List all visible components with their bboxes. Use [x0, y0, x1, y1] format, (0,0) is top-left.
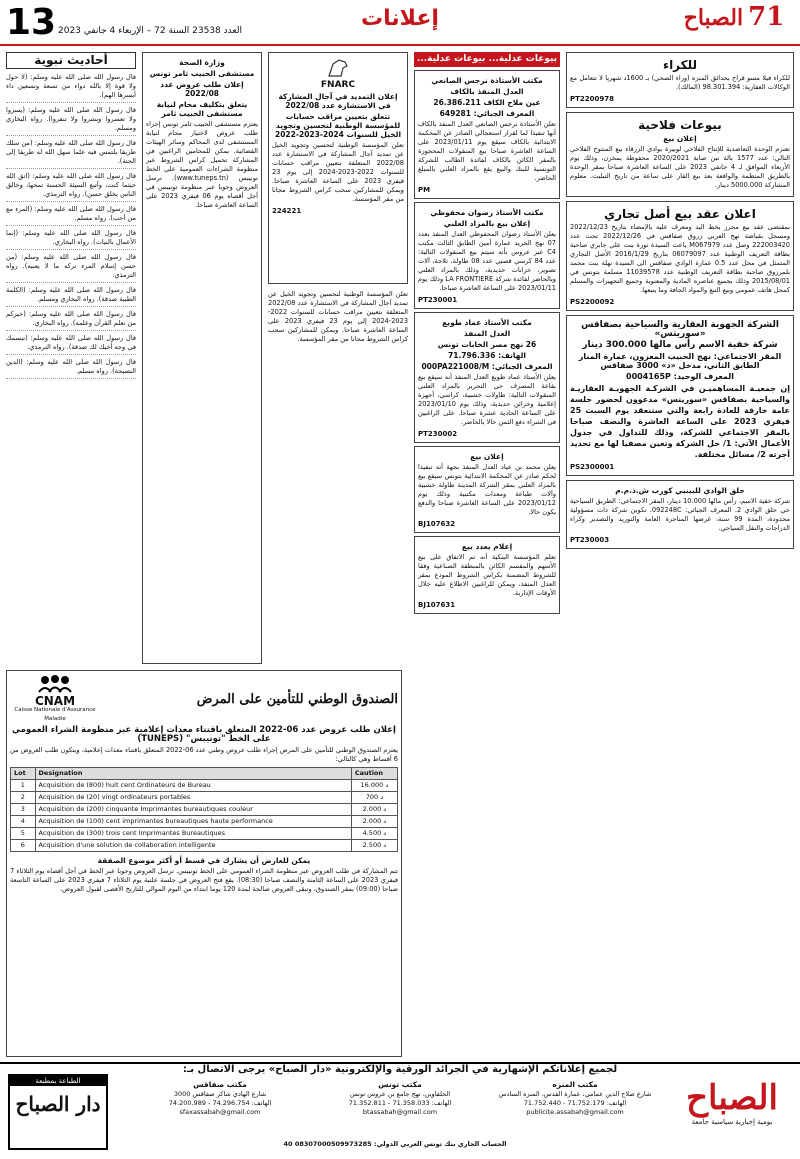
hadith-item: قال رسول الله صلى الله عليه وسلم: (الكلمة الطيبة صدقة). رواه البخاري ومسلم.	[6, 286, 136, 307]
ad-rent	[566, 52, 794, 108]
health-text: يعتزم مستشفى الحبيب ثامر تونس إجراء طلب عروض لاختيار محام لنيابة المستشفى لدى المحاكم وسائر الهيئات القضائية. يمكن للمحامين الراغبين في المشاركة تحميل كراس الشروط عبر منظومة الشراءات العمومية على الخط تونيبس (www.tuneps.tn). ترسل العروض وجوبا عبر منظومة تونيبس في أجل أقصاه يوم 06 فيفري 2023 على الساعة العاشرة صباحا.	[146, 120, 258, 209]
bailiff-3	[414, 312, 560, 443]
table-cell: 2.000 د	[351, 816, 397, 828]
logo-number: 71	[748, 2, 785, 32]
table-cell: 6	[11, 840, 36, 852]
bailiff-2-ref: PT230001	[418, 296, 458, 304]
bailiff-2-name: مكتب الأستاذ رضوان محفوظي	[430, 208, 544, 217]
cnam-logo-text: CNAM	[34, 694, 76, 708]
office-tunis	[315, 1080, 485, 1117]
hadith-item: قال رسول الله صلى الله عليه وسلم: (لا حول ولا قوة إلا بالله دواء من تسعة وتسعين داء أيسرها الهم).	[6, 73, 136, 103]
hadith-item: قال رسول الله صلى الله عليه وسلم: (اتق الله حيثما كنت، وأتبع السيئة الحسنة تمحها، وخالق الناس بخلق حسن). رواه الترمذي.	[6, 172, 136, 202]
bailiff-4	[414, 446, 560, 533]
company-ref: PS2300001	[570, 463, 615, 471]
table-cell: Acquisition de (800) huit cent Ordinateurs de Bureau	[35, 780, 351, 792]
health-title: إعلان طلب عروض عدد 2022/08	[160, 80, 244, 98]
office-tunis-address: الحلفاوين، نهج جامع بن عروس تونس	[349, 1090, 451, 1098]
bailiff-2-text: يعلن الأستاذ رضوان المحفوظي العدل المنفذ بعدد 07 نهج الجريد عمارة أمين الطابق الثالث مكتب C4 عبر عروس بأنه سيتم بيع المنقولات التالية: عدد 84 كرسي قصبي عدد 08 طاولة، ثلاجة، آلات تصوير، خزانات حديدية، وذلك بالمزاد العلني وبالحاضر لفائدة شركة LA FRONTIERE وذلك يوم 2023/01/11 على الساعة العاشرة صباحا.	[418, 230, 556, 292]
bailiff-4-name: إعلان بيع	[470, 452, 504, 461]
office-tunis-phone: الهاتف: 71.358.033 - 71.352.811	[348, 1099, 452, 1107]
ad-agri	[566, 112, 794, 197]
health-subtitle: يتعلق بتكليف محام لنيابة مستشفى الحبيب ثامر	[156, 100, 248, 118]
bailiff-3-phone: الهاتف: 71.796.336	[448, 351, 526, 360]
bailiff-5-text: تعلم المؤسسة البنكية أنه تم الاتفاق على بيع الأسهم والمقسم الكائن بالمنطقة الصناعية وفقا للشروط المضمنة بكراس الشروط المودع بمقر العدل المنفذ، ويمكن للراغبين الاطلاع عليه خلال الأوقات الإدارية.	[418, 553, 556, 597]
table-cell: 700 د	[351, 792, 397, 804]
office-menzah-email[interactable]: publicite.assabah@gmail.com	[526, 1108, 624, 1116]
cnam-title: إعلان طلب عروض عدد 06-2022 المتعلق باقتناء معدات إعلامية عبر منظومة الشراء العمومي على الخط "تونيبس" (TUNEPS)	[12, 725, 396, 744]
ad-sarl	[566, 480, 794, 549]
column-judicial	[414, 52, 560, 1057]
sarl-ref: PT230003	[570, 536, 610, 544]
bailiff-1-ref: PM	[418, 186, 431, 194]
cnam-logo	[10, 674, 100, 724]
bailiff-3-address: 26 نهج مصر الخابات تونس	[437, 340, 537, 349]
fnarc-ref: 224221	[272, 207, 302, 215]
ad-tender-title: اعلان عقد بيع أصل تجاري	[604, 207, 756, 221]
health-ministry: وزارة الصحة	[179, 58, 225, 67]
office-sfax-email[interactable]: sfaxassabah@gmail.com	[179, 1108, 261, 1116]
table-row	[11, 816, 398, 828]
cnam-table-body	[11, 780, 398, 852]
cnam-table-header	[11, 768, 398, 780]
cnam-intro: يعتزم الصندوق الوطني للتأمين على المرض إجراء طلب عروض وطني عدد 06-2022 المتعلق باقتناء معدات إعلامية، ويتكون طلب العروض من 6 أقساط وهي كالتالي:	[10, 746, 398, 763]
printer-badge	[8, 1074, 108, 1150]
table-cell: 2.500 د	[351, 840, 397, 852]
table-row	[11, 780, 398, 792]
ad-agri-text: تعتزم الوحدة التعاضدية للإنتاج الفلاحي لوبيرة بوادي الزرقاء بيع المنتوج الفلاحي التالي: عدد 1577 بالة تبن صابة 2020/2021 محفوظة بمخزن، وذلك يوم الأربعاء الموافق لـ 4 جانفي 2023 على الساعة العاشرة صباحا بمقر الوحدة بالطريق المنظمة والواقعة بعد بيع القار على ساعة من تاريخ التبليت. معلوم المشاركة 5000.000 دينار.	[570, 145, 790, 189]
hadith-item: قال رسول الله صلى الله عليه وسلم: (المرء مع من أحب). رواه مسلم.	[6, 205, 136, 226]
cnam-org-ar: الصندوق الوطني للتأمين على المرض	[196, 691, 398, 707]
column-hadith	[6, 52, 136, 664]
hadith-item: قال رسول الله صلى الله عليه وسلم: (الدين النصيحة). رواه مسلم.	[6, 358, 136, 379]
cnam-th-designation: Designation	[35, 768, 351, 780]
hadith-item: قال رسول الله صلى الله عليه وسلم: (من سلك طريقا يلتمس فيه علما سهل الله له طريقا إلى الجنة).	[6, 139, 136, 169]
hadith-item: قال رسول الله صلى الله عليه وسلم: (من حسن إسلام المرء تركه ما لا يعنيه). رواه الترمذي.	[6, 253, 136, 283]
ad-fnarc	[268, 52, 408, 284]
bailiff-3-role: العدل المنفذ	[463, 329, 511, 338]
office-menzah	[490, 1080, 660, 1117]
table-cell: 4	[11, 816, 36, 828]
bailiff-3-id: المعرف الجبائي: 000PA221008/M	[421, 362, 553, 371]
table-row	[11, 792, 398, 804]
ad-cnam	[6, 670, 402, 1057]
table-cell: 3	[11, 804, 36, 816]
table-cell: Acquisition d'une solution de collaboration intelligente	[35, 840, 351, 852]
hadith-item: قال رسول الله صلى الله عليه وسلم: (يسروا ولا تعسروا وبشروا ولا تنفروا). رواه البخاري ومسلم.	[6, 106, 136, 136]
sarl-text: شركة خفية الاسم، رأس مالها 10.000 دينار، المقر الاجتماعي: الطريق السياحية حي حلق الوادي 2. المعرف الجبائي: 092248C. تكوين شركة ذات مسؤولية محدودة، المدة 99 سنة، غرضها المتاجرة العامة والتوريد والتصدير وكراء الدراجات والنقل السياحي.	[570, 497, 791, 532]
ad-health	[142, 52, 262, 664]
office-menzah-phone: الهاتف: 71.752.179 - 71.752.440	[523, 1099, 627, 1107]
company-address: المقر الاجتماعي: نهج الحبيب المعزون، عمارة المنار الطابق الثاني، مدخل «د» 3000 صفاقس	[578, 352, 782, 370]
printer-badge-name: دار الصباح	[15, 1092, 101, 1116]
fnarc-logo-text: FNARC	[320, 80, 356, 90]
table-cell: 2.000 د	[351, 804, 397, 816]
table-cell: Acquisition de (300) trois cent Imprimantes Bureautiques	[35, 828, 351, 840]
ad-tender-ref: PS2200092	[570, 298, 615, 306]
fnarc-text-extra: تعلن المؤسسة الوطنية لتحسين وتجويد الخيل عن تمديد آجال المشاركة في الاستشارة عدد 2022/08 المتعلقة بتعيين مراقب حسابات للسنوات 2022-2023-2024 إلى يوم 23 فيفري 2023 على الساعة العاشرة صباحا. ويمكن للمشاركين سحب كراس الشروط مجانا من مقر المؤسسة.	[268, 290, 408, 343]
cnam-org: Caisse Nationale d'Assurance Maladie	[14, 707, 96, 722]
bailiff-2	[414, 202, 560, 309]
table-cell: 5	[11, 828, 36, 840]
office-sfax-phone: الهاتف: 74.296.754 - 74.200.989	[168, 1099, 272, 1107]
printer-badge-top: الطباعة بمطبعة	[10, 1076, 106, 1086]
fnarc-logo	[272, 56, 404, 90]
office-sfax	[130, 1080, 310, 1117]
cnam-text: تتم المشاركة في طلب العروض عبر منظومة الشراء العمومي على الخط تونيبس. ترسل العروض وجوبا عبر الخط في أجل أقصاه يوم الثلاثاء 7 فيفري 2023 على الساعة الثامنة والنصف صباحا (08:30). يقع فتح العروض في جلسة علنية يوم الثلاثاء 7 فيفري 2023 على الساعة التاسعة صباحا (09:00) بمقر الصندوق، وتبقى العروض صالحة لمدة 120 يوما ابتداء من اليوم الموالي للتاريخ الأقصى لقبول العروض.	[10, 867, 399, 893]
table-cell: Acquisition de (20) vingt ordinateurs portables	[35, 792, 351, 804]
company-title: الشركة الجهوية العقارية والسياحية بصفاقس «سوريتس»	[581, 320, 779, 339]
horse-icon	[325, 56, 351, 78]
judicial-banner: بيوعات عدلية... بيوعات عدلية...	[414, 52, 560, 67]
bailiff-3-name: مكتب الأستاذ عماد طويع	[442, 318, 532, 327]
newspaper-logo[interactable]	[674, 2, 794, 42]
bailiff-2-role: إعلان بيع بالمزاد العلني	[443, 219, 531, 228]
table-row	[11, 828, 398, 840]
table-cell: 2	[11, 792, 36, 804]
office-sfax-address: شارع الهادي شاكر صفاقس 3000	[173, 1090, 267, 1098]
fnarc-subtitle: تتعلق بتعيين مراقب حسابات للمؤسسة الوطنية لتحسين وتجويد الخيل للسنوات 2024-2023-2022	[274, 112, 402, 139]
fnarc-text: تعلن المؤسسة الوطنية لتحسين وتجويد الخيل عن تمديد آجال المشاركة في الاستشارة عدد 2022/08 المتعلقة بتعيين مراقب حسابات للسنوات 2022-2023-2024 إلى يوم 23 فيفري 2023 على الساعة العاشرة صباحا. ويمكن للمشاركين سحب كراس الشروط مجانا من مقر المؤسسة.	[272, 141, 404, 203]
ad-rent-title: للكراء	[662, 58, 698, 72]
fnarc-title: إعلان التمديد في آجال المشاركة في الاستشارة عدد 2022/08	[278, 92, 398, 110]
bailiff-1-name: مكتب الأستاذة نرجس الصانعي	[431, 76, 543, 85]
issue-line: العدد 23538 السنة 72 – الإربعاء 4 جانفي 2023	[58, 26, 242, 36]
bailiff-1	[414, 70, 560, 199]
hadith-item: قال رسول الله صلى الله عليه وسلم: (إنما الأعمال بالنيات). رواه البخاري.	[6, 229, 136, 250]
column-middle-filler	[268, 290, 408, 664]
sarl-title: حلق الوادي للبينبي كورب ش.ذ.م.م	[615, 486, 745, 495]
ad-tender	[566, 201, 794, 311]
table-row	[11, 804, 398, 816]
footer-logo-tag: يومية إخبارية سياسية جامعة	[691, 1118, 773, 1126]
hadith-item: قال رسول الله صلى الله عليه وسلم: (خيركم من تعلم القرآن وعلمه). رواه البخاري.	[6, 310, 136, 331]
bailiff-5	[414, 536, 560, 614]
table-cell: 16.000 د	[351, 780, 397, 792]
bailiff-5-ref: BJ107631	[418, 601, 456, 609]
cnam-note: يمكن للعارض أن يشارك في قسط أو أكثر موضوع الصفقة	[97, 856, 311, 865]
hadith-list	[6, 73, 136, 379]
logo-name: الصباح	[683, 5, 744, 31]
ad-company	[566, 315, 794, 476]
company-capital: شركة خفية الاسم رأس مالها 300.000 دينار	[582, 340, 778, 350]
office-tunis-name: مكتب تونس	[378, 1080, 422, 1089]
table-cell: Acquisition de (200) cinquante Imprimantes bureautiques couleur	[35, 804, 351, 816]
cnam-table	[10, 767, 398, 852]
table-row	[11, 840, 398, 852]
office-tunis-email[interactable]: btassabah@gmail.com	[362, 1108, 438, 1116]
company-id: المعرف الوحيد: 0004165P	[626, 372, 734, 381]
ad-rent-ref: PT2200978	[570, 95, 614, 103]
bailiff-1-address: عين ملاح الكاف 26.386.211	[433, 98, 541, 107]
bailiff-5-name: إعلام بعدد بيع	[461, 542, 513, 551]
footer-logo[interactable]	[672, 1078, 792, 1148]
footer-bank: الحساب الجاري بنك تونس العربي الدولي: 08307000509973285 40	[283, 1140, 507, 1148]
table-cell: 4.500 د	[351, 828, 397, 840]
bailiff-3-text: يعلن الأستاذ عماد طويع العدل المنفذ أنه سيقع بيع بقاعة المصرف حي التحرير بالمزاد العلني المنقولات التالية: طاولات خشبية، كراسي، أجهزة إعلامية وخزائن حديدية، وذلك يوم 2023/01/10 على الساعة الحادية عشرة صباحا. على الراغبين في الشراء دفع الثمن حالا بالحاضر.	[418, 373, 556, 426]
ad-agri-sub: إعلان بيع	[663, 134, 697, 143]
cnam-th-lot: Lot	[11, 768, 36, 780]
company-text: إن جمعيـة المساهميـن في الشركـة الجهويـة العقاريـة والسياحية بصفاقس «سوريتس» مدعوون لحضور جلسة عامة خارقة للعادة رابعة والتي ستنعقد يوم السبت 25 فيفري 2023 على الساعة العاشرة والنصف صباحا بالمقر الاجتماعي للشركة، وذلك للتداول في جدول الأعمال الآتي: 1/ حل الشركة وتعين مصفيا لها مع تحديد أجرته 2/ مسائل مختلفة.	[570, 384, 790, 459]
bailiff-4-text: يعلن محمد بن عياد العدل المنفذ بجهة أنه تنفيذا لحكم صادر عن المحكمة الابتدائية بتونس سيقع بيع بالمزاد العلني بمقر الشركة المدينة طاولة خشبية وآلات طباعة ومعدات مكتبية وذلك يوم 2023/01/12 على الساعة العاشرة صباحا والدفع يكون حالا.	[418, 463, 556, 516]
ad-rent-text: للكراء فيلا مسو قراج بحدائق المنزه (وراء الصحي) بـ 1600د شهريا لا تتعامل مع الوكالات العقارية: 98.301.394 (المالك).	[570, 74, 790, 91]
office-sfax-name: مكتب صفاقس	[193, 1080, 247, 1089]
ad-agri-title: بيوعات فلاحية	[638, 118, 722, 132]
table-cell: 1	[11, 780, 36, 792]
section-title: إعلانات	[361, 6, 439, 31]
bailiff-1-id: المعرف الجبائي: 649281	[439, 109, 535, 118]
hadith-title: أحاديث نبوية	[6, 52, 136, 69]
bailiff-4-ref: BJ107632	[418, 520, 456, 528]
page-header	[0, 0, 800, 46]
cnam-th-caution: Caution	[351, 768, 397, 780]
bailiff-1-text: تعلن الأستاذة نرجس الصانعي العدل المنفذ بالكاف أنها تنفيذا لما لقرار استعجالي الصادر عن المحكمة الابتدائية بالكاف سيقع يوم 2023/01/11 على الساعة العاشرة صباحا بيع المنقولات المحجوزة بالمقر الكائن بالكاف لفائدة الطالب للشركة التونسية للبنك والبيع يقع بالمزاد العلني بالمبلغ الحاضر.	[418, 120, 556, 182]
ad-tender-text: بمقتضى عقد بيع محرر بخط اليد ومعرف عليه بالإمضاء بتاريخ 2022/12/23 ومسجل بقباضة نهج العربي زروق صفاقس في 2022/12/26 تحت عدد 222003420 وصل عدد M067979 باعت السيدة نورة بنت علي جابري صاحبة بطاقة التعريف الوطنية عدد 06079097 بتاريخ 2016/1/29 الأصل التجاري المتمثل في محل عدد 0.5 عمارة الوادي صفاقس الى السيدة نهلة بنت محمد بلمرزوق صاحبة بطاقة التعريف الوطنية عدد 11039578 مسلمة بتونس في 2015/08/01 وذلك بجميع عناصره المادية والمعنوية وجميع التجهيزات والمسلم كمحل هاتف عمومي وبيع التبغ والمواد الجافة وما يتبعها.	[570, 223, 791, 294]
health-hospital: مستشفى الحبيب ثامر تونس	[149, 69, 255, 78]
column-right	[566, 52, 794, 1057]
office-menzah-name: مكتب المنزه	[552, 1080, 598, 1089]
bailiff-3-ref: PT230002	[418, 430, 458, 438]
bailiff-1-role: العدل المنفذ بالكاف	[450, 87, 524, 96]
footer-logo-name: الصباح	[686, 1078, 778, 1118]
cnam-header	[10, 674, 398, 724]
people-icon	[35, 674, 75, 694]
table-cell: Acquisition de (100) cent imprimantes bureautiques haute performance	[35, 816, 351, 828]
page-number: 13	[6, 2, 57, 43]
hadith-item: قال رسول الله صلى الله عليه وسلم: (تبسمك في وجه أخيك لك صدقة). رواه الترمذي.	[6, 334, 136, 355]
office-menzah-address: شارع صلاح الدين عمامي، عمارة القدس، المنزه السادس	[498, 1090, 652, 1098]
footer-title: لجميع إعلاناتكم الإشهارية في الجرائد الورقية والإلكترونية «دار الصباح» يرجى الاتصال بـ:	[182, 1064, 618, 1075]
